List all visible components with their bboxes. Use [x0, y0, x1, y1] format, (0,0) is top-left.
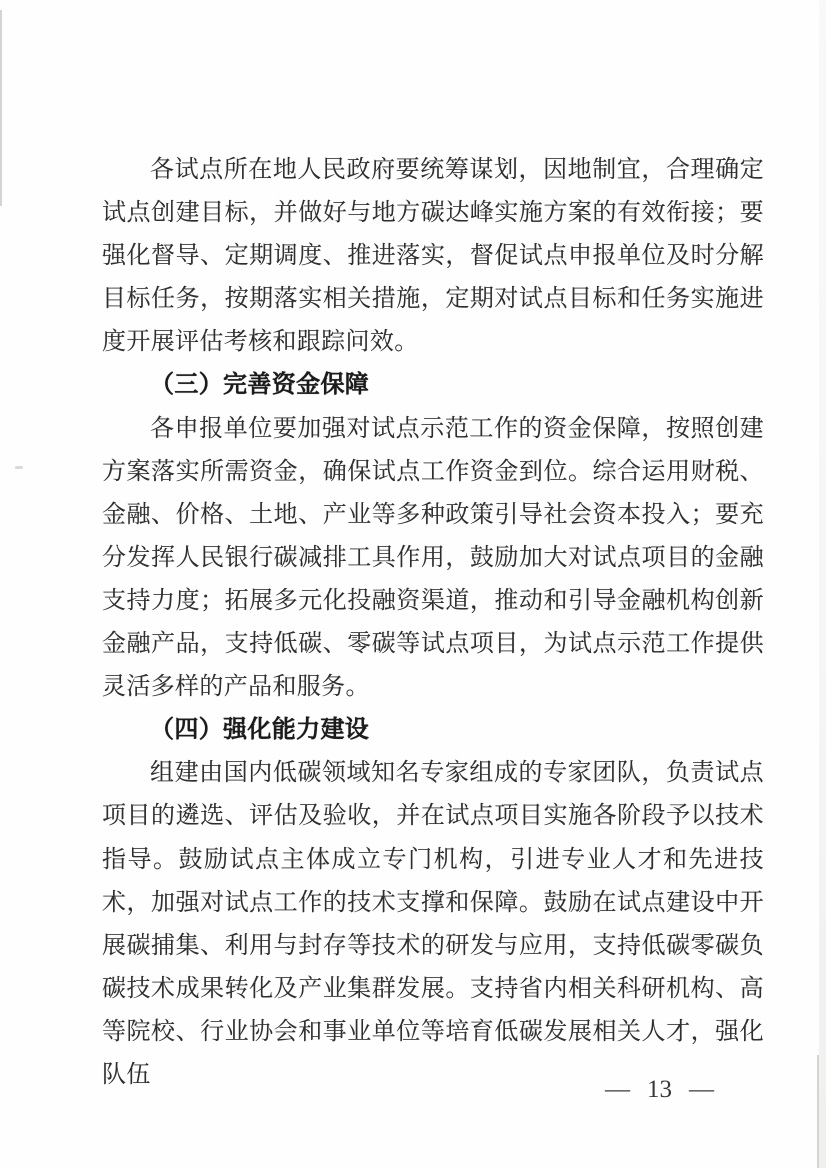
footer-dash-right: — — [689, 1076, 714, 1103]
scan-edge-line-right — [817, 1055, 819, 1168]
page-footer — [605, 1076, 714, 1104]
scan-speck — [15, 466, 23, 470]
page-number: 13 — [647, 1076, 672, 1103]
scan-edge-line-left — [0, 10, 2, 206]
document-body — [102, 149, 764, 1097]
heading-section-4-capacity-building: （四）强化能力建设 — [150, 717, 370, 744]
paragraph-pilot-governance: 各试点所在地人民政府要统筹谋划，因地制宜，合理确定试点创建目标，并做好与地方碳达峰实施方案的有效衔接；要强化督导、定期调度、推进落实，督促试点申报单位及时分解目标任务，按期落实相关措施，定期对试点目标和任务实施进度开展评估考核和跟踪问效。 — [102, 157, 764, 356]
paragraph-funding-guarantee: 各申报单位要加强对试点示范工作的资金保障，按照创建方案落实所需资金，确保试点工作资金到位。综合运用财税、金融、价格、土地、产业等多种政策引导社会资本投入；要充分发挥人民银行碳减排工具作用，鼓励加大对试点项目的金融支持力度；拓展多元化投融资渠道，推动和引导金融机构创新金融产品，支持低碳、零碳等试点项目，为试点示范工作提供灵活多样的产品和服务。 — [102, 415, 764, 701]
paragraph-capacity-building: 组建由国内低碳领域知名专家组成的专家团队，负责试点项目的遴选、评估及验收，并在试点项目实施各阶段予以技术指导。鼓励试点主体成立专门机构，引进专业人才和先进技术，加强对试点工作的技术支撑和保障。鼓励在试点建设中开展碳捕集、利用与封存等技术的研发与应用，支持低碳零碳负碳技术成果转化及产业集群发展。支持省内相关科研机构、高等院校、行业协会和事业单位等培育低碳发展相关人才，强化队伍 — [102, 760, 764, 1088]
footer-dash-left: — — [605, 1076, 630, 1103]
heading-section-3-funding-guarantee: （三）完善资金保障 — [150, 372, 370, 399]
scan-edge-shading-right — [819, 0, 826, 1168]
